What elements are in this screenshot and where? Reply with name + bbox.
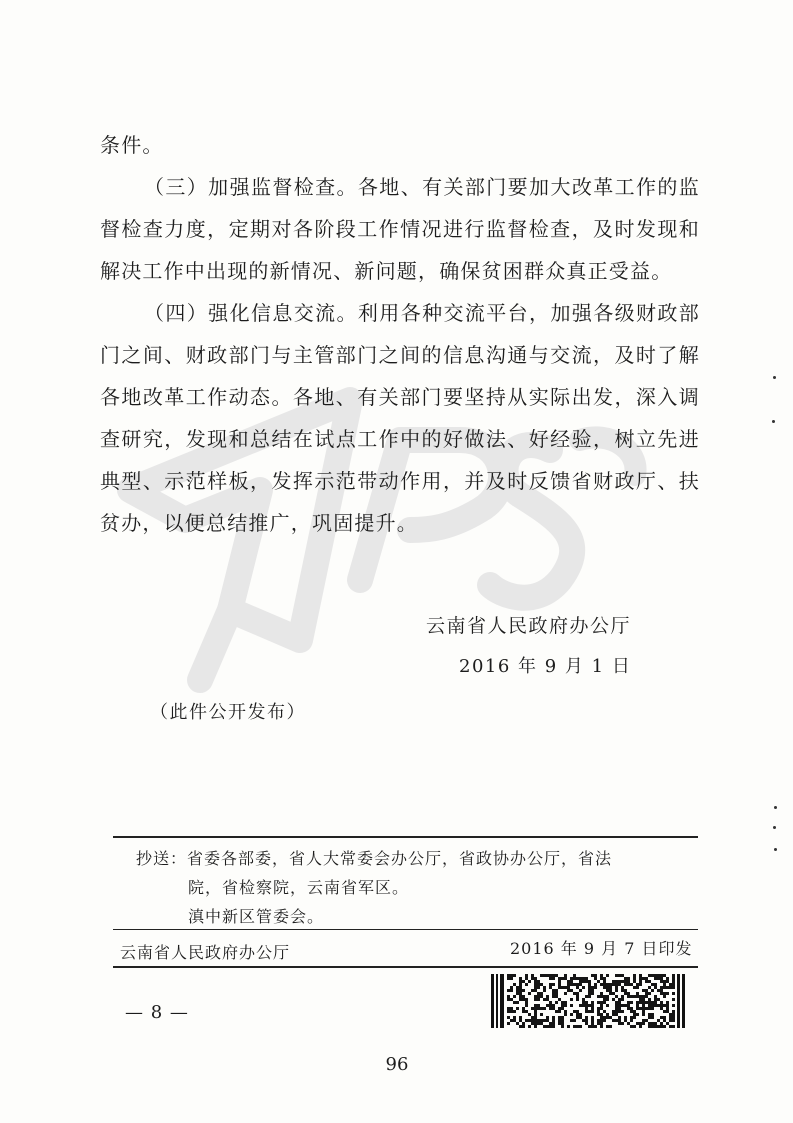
barcode-image xyxy=(491,974,685,1028)
footer-issue-date: 2016 年 9 月 7 日印发 xyxy=(510,939,693,958)
signature-date: 2016 年 9 月 1 日 xyxy=(459,656,632,677)
bottom-page-number: 96 xyxy=(385,1054,409,1075)
scan-speck xyxy=(773,376,776,379)
cc-block xyxy=(136,844,696,931)
footer-bottom-rule xyxy=(113,966,698,968)
scan-speck xyxy=(773,826,776,829)
scan-speck xyxy=(774,848,777,851)
public-release-note: （此件公开发布） xyxy=(150,702,306,723)
paragraph-conditions-end: 条件。 xyxy=(100,133,164,157)
scan-speck xyxy=(774,806,777,809)
cc-bottom-rule xyxy=(113,929,698,930)
cc-top-rule xyxy=(113,836,698,838)
footer-issuer: 云南省人民政府办公厅 xyxy=(120,943,291,962)
cc-line: 滇中新区管委会。 xyxy=(188,907,325,926)
cc-line: 抄送：省委各部委，省人大常委会办公厅，省政协办公厅，省法 xyxy=(136,849,613,868)
cc-line: 院，省检察院，云南省军区。 xyxy=(188,878,410,897)
page-number: — 8 — xyxy=(125,1002,189,1023)
paragraph-supervision: （三）加强监督检查。各地、有关部门要加大改革工作的监督检查力度，定期对各阶段工作情况进行监督检查，及时发现和解决工作中出现的新情况、新问题，确保贫困群众真正受益。 xyxy=(100,175,700,283)
body-text xyxy=(100,124,700,544)
scan-speck xyxy=(772,420,775,423)
paragraph-information-exchange: （四）强化信息交流。利用各种交流平台，加强各级财政部门之间、财政部门与主管部门之间的信息沟通与交流，及时了解各地改革工作动态。各地、有关部门要坚持从实际出发，深入调查研究，发现和总结在试点工作中的好做法、好经验，树立先进典型、示范样板，发挥示范带动作用，并及时反馈省财政厅、扶贫办，以便总结推广，巩固提升。 xyxy=(100,301,700,535)
signature-issuer: 云南省人民政府办公厅 xyxy=(426,615,632,637)
